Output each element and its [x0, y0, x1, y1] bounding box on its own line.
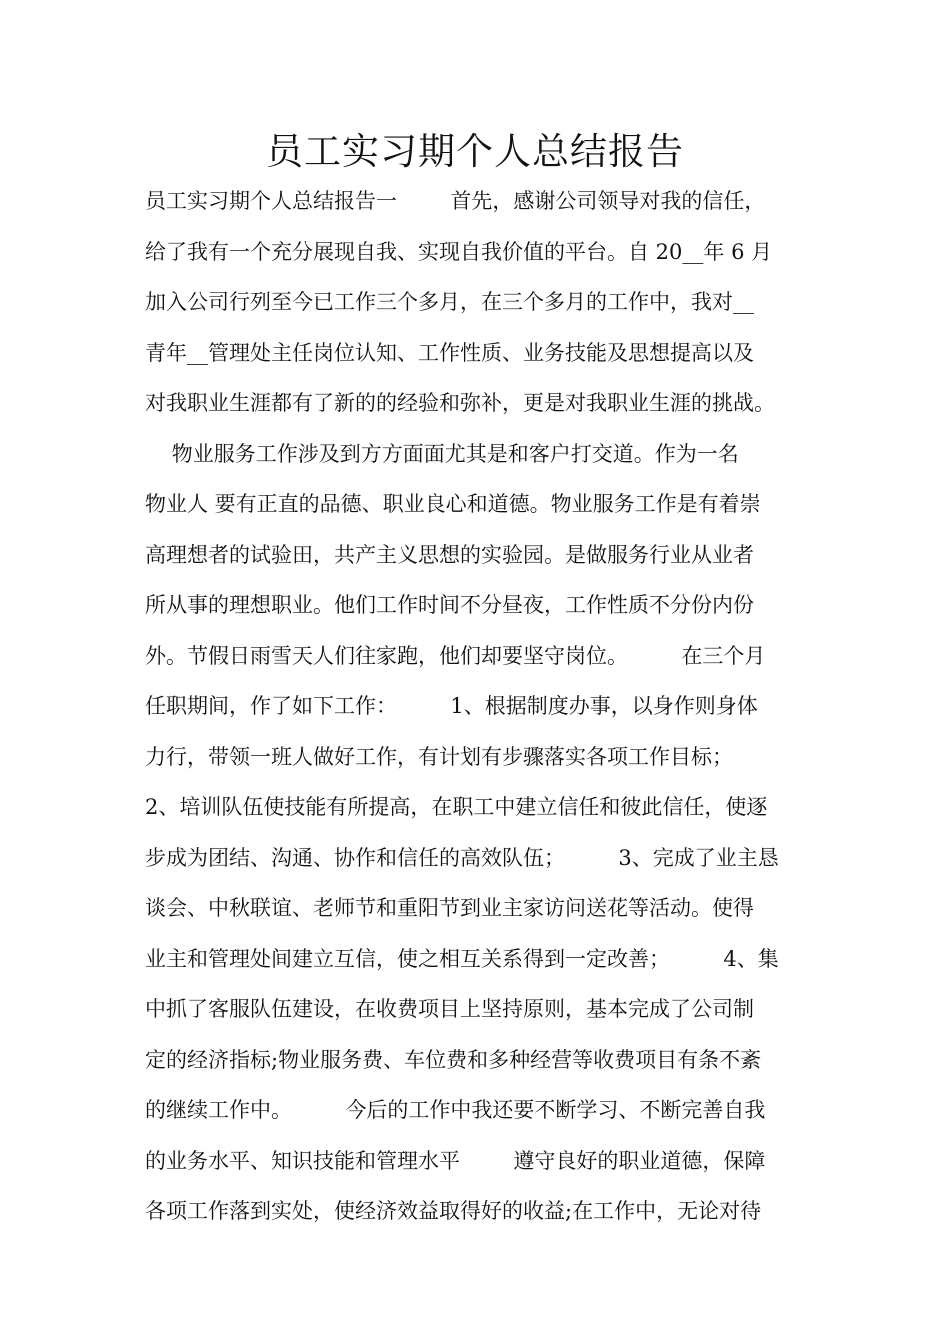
body-line: 员工实习期个人总结报告一 首先，感谢公司领导对我的信任， — [145, 189, 766, 213]
body-line: 任职期间，作了如下工作： 1、根据制度办事，以身作则身体 — [145, 694, 758, 718]
body-line: 中抓了客服队伍建设，在收费项目上坚持原则，基本完成了公司制 — [145, 997, 754, 1021]
document-body — [145, 183, 815, 1244]
body-line: 谈会、中秋联谊、老师节和重阳节到业主家访问送花等活动。使得 — [145, 896, 754, 920]
body-line: 物业人 要有正直的品德、职业良心和道德。物业服务工作是有着崇 — [145, 492, 761, 516]
body-line: 加入公司行列至今已工作三个多月，在三个多月的工作中，我对__ — [145, 290, 754, 314]
body-line: 所从事的理想职业。他们工作时间不分昼夜，工作性质不分份内份 — [145, 593, 754, 617]
body-line: 的继续工作中。 今后的工作中我还要不断学习、不断完善自我 — [145, 1098, 766, 1122]
body-line: 给了我有一个充分展现自我、实现自我价值的平台。自 20__年 6 月 — [145, 239, 773, 264]
body-line: 青年__管理处主任岗位认知、工作性质、业务技能及思想提高以及 — [145, 340, 754, 365]
body-line: 定的经济指标;物业服务费、车位费和多种经营等收费项目有条不紊 — [145, 1047, 762, 1072]
body-line: 业主和管理处间建立互信，使之相互关系得到一定改善； 4、集 — [145, 946, 779, 971]
body-line: 对我职业生涯都有了新的的经验和弥补，更是对我职业生涯的挑战。 — [145, 391, 775, 415]
body-line: 步成为团结、沟通、协作和信任的高效队伍； 3、完成了业主恳 — [145, 845, 779, 870]
body-line: 力行，带领一班人做好工作，有计划有步骤落实各项工作目标； — [145, 744, 733, 769]
body-line: 外。节假日雨雪天人们往家跑，他们却要坚守岗位。 在三个月 — [145, 643, 766, 668]
body-line: 各项工作落到实处，使经济效益取得好的收益;在工作中，无论对待 — [145, 1199, 762, 1223]
body-line: 高理想者的试验田，共产主义思想的实验园。是做服务行业从业者 — [145, 542, 754, 567]
body-line: 2、培训队伍使技能有所提高，在职工中建立信任和彼此信任，使逐 — [145, 795, 768, 819]
document-title: 员工实习期个人总结报告 — [266, 130, 684, 173]
body-line: 的业务水平、知识技能和管理水平 遵守良好的职业道德，保障 — [145, 1148, 766, 1173]
body-line: 物业服务工作涉及到方方面面尤其是和客户打交道。作为一名 — [145, 441, 739, 466]
